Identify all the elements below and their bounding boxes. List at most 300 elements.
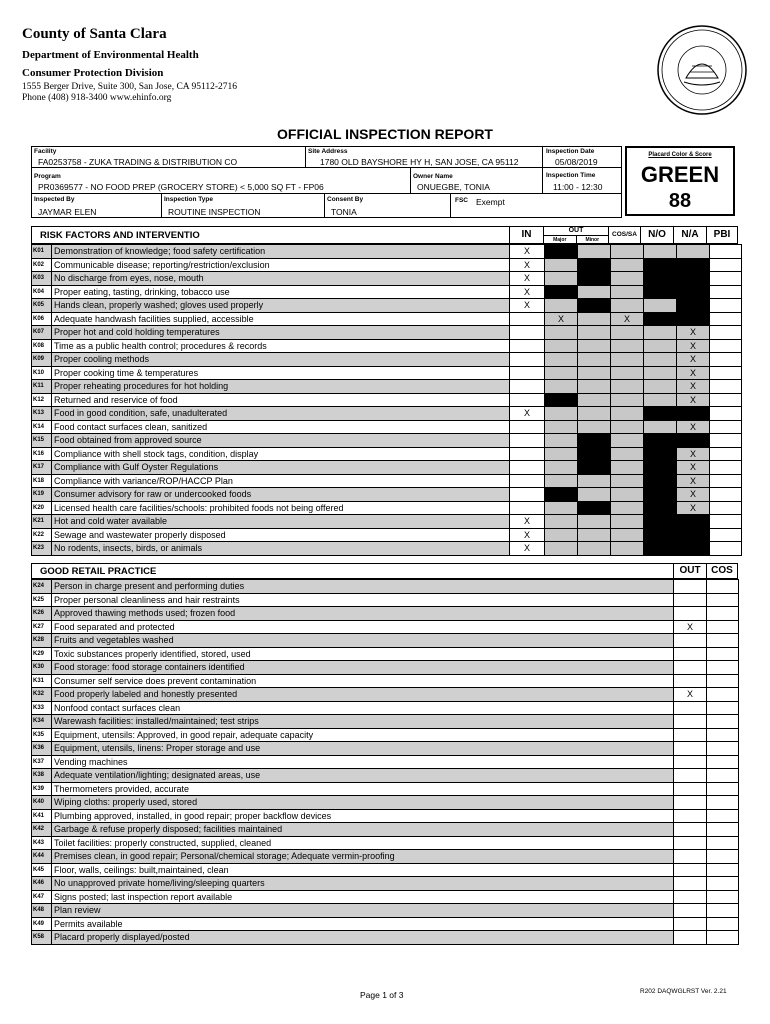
mark-cos: [611, 326, 644, 340]
inspector-label: Inspected By: [34, 196, 75, 203]
col-in: IN: [509, 226, 544, 244]
mark-major: [545, 434, 578, 448]
table-row: [32, 528, 742, 542]
item-description: Food separated and protected: [52, 620, 674, 634]
mark-out: [674, 742, 707, 756]
mark-no: [644, 501, 677, 515]
mark-na: [677, 407, 710, 421]
mark-major: [545, 461, 578, 475]
mark-minor: [578, 353, 611, 367]
table-row: [32, 701, 739, 715]
fsc-box: [450, 193, 622, 218]
mark-cos: [611, 366, 644, 380]
table-row: [32, 501, 742, 515]
item-description: Compliance with variance/ROP/HACCP Plan: [52, 474, 510, 488]
mark-cos: [707, 634, 739, 648]
item-code: K34: [32, 715, 52, 729]
mark-cos: [611, 245, 644, 259]
mark-na: [677, 528, 710, 542]
mark-cos: [707, 782, 739, 796]
mark-cos: [707, 674, 739, 688]
item-code: K05: [32, 299, 52, 313]
mark-cos: [611, 447, 644, 461]
agency-header: [22, 26, 237, 103]
mark-major: [545, 407, 578, 421]
mark-out: [674, 863, 707, 877]
mark-major: [545, 326, 578, 340]
page-number: Page 1 of 3: [360, 990, 404, 1000]
mark-out: [674, 593, 707, 607]
mark-no: [644, 461, 677, 475]
mark-na: X: [677, 461, 710, 475]
agency-phone: Phone (408) 918-3400 www.ehinfo.org: [22, 93, 172, 103]
item-code: K30: [32, 661, 52, 675]
table-row: [32, 674, 739, 688]
mark-cos: [707, 688, 739, 702]
mark-out: [674, 701, 707, 715]
item-code: K15: [32, 434, 52, 448]
col-pbi: PBI: [706, 226, 738, 244]
mark-pbi: [710, 285, 742, 299]
mark-out: [674, 782, 707, 796]
mark-minor: [578, 326, 611, 340]
item-description: No rodents, insects, birds, or animals: [52, 542, 510, 556]
table-row: [32, 272, 742, 286]
mark-no: [644, 434, 677, 448]
table-row: [32, 809, 739, 823]
facility-box: [31, 146, 306, 168]
table-row: [32, 407, 742, 421]
mark-cos: [707, 661, 739, 675]
table-row: [32, 580, 739, 594]
mark-na: X: [677, 393, 710, 407]
mark-no: [644, 528, 677, 542]
mark-no: [644, 258, 677, 272]
table-row: [32, 796, 739, 810]
mark-cos: [611, 353, 644, 367]
mark-cos: [707, 620, 739, 634]
item-code: K25: [32, 593, 52, 607]
item-code: K01: [32, 245, 52, 259]
time-label: Inspection Time: [546, 172, 596, 179]
item-description: Food storage: food storage containers identified: [52, 661, 674, 675]
mark-major: [545, 380, 578, 394]
mark-pbi: [710, 528, 742, 542]
table-row: [32, 380, 742, 394]
item-code: K23: [32, 542, 52, 556]
mark-no: [644, 353, 677, 367]
mark-cos: [707, 850, 739, 864]
table-row: [32, 823, 739, 837]
mark-na: X: [677, 339, 710, 353]
mark-major: [545, 245, 578, 259]
item-description: Premises clean, in good repair; Personal/chemical storage; Adequate vermin-proofing: [52, 850, 674, 864]
mark-out: [674, 836, 707, 850]
mark-cos: [611, 434, 644, 448]
mark-out: [674, 647, 707, 661]
item-description: Adequate handwash facilities supplied, accessible: [52, 312, 510, 326]
item-description: Time as a public health control; procedures & records: [52, 339, 510, 353]
mark-pbi: [710, 434, 742, 448]
item-code: K35: [32, 728, 52, 742]
mark-na: [677, 299, 710, 313]
item-description: Warewash facilities: installed/maintained; test strips: [52, 715, 674, 729]
item-code: K40: [32, 796, 52, 810]
table-row: [32, 393, 742, 407]
item-code: K10: [32, 366, 52, 380]
mark-major: [545, 272, 578, 286]
item-code: K14: [32, 420, 52, 434]
item-description: Wiping cloths: properly used, stored: [52, 796, 674, 810]
col-retail-out: OUT: [673, 563, 707, 579]
item-description: Proper hot and cold holding temperatures: [52, 326, 510, 340]
table-row: [32, 836, 739, 850]
col-major: Major: [544, 236, 577, 244]
mark-na: X: [677, 326, 710, 340]
mark-na: [677, 258, 710, 272]
item-code: K21: [32, 515, 52, 529]
table-row: [32, 312, 742, 326]
report-title: OFFICIAL INSPECTION REPORT: [277, 126, 493, 142]
risk-factors-heading: RISK FACTORS AND INTERVENTIO: [31, 226, 510, 244]
table-row: [32, 258, 742, 272]
mark-cos: [707, 728, 739, 742]
mark-cos: [707, 593, 739, 607]
mark-cos: [707, 890, 739, 904]
item-code: K33: [32, 701, 52, 715]
mark-cos: [707, 755, 739, 769]
item-description: Proper reheating procedures for hot holding: [52, 380, 510, 394]
table-row: [32, 715, 739, 729]
mark-cos: [707, 877, 739, 891]
mark-in: [510, 488, 545, 502]
mark-pbi: [710, 407, 742, 421]
inspection-type-value: ROUTINE INSPECTION: [168, 207, 261, 217]
item-description: Placard properly displayed/posted: [52, 931, 674, 945]
table-row: [32, 299, 742, 313]
item-code: K09: [32, 353, 52, 367]
mark-out: X: [674, 620, 707, 634]
item-description: Hot and cold water available: [52, 515, 510, 529]
table-row: [32, 850, 739, 864]
mark-cos: [611, 488, 644, 502]
consent-value: TONIA: [331, 207, 357, 217]
inspector-box: [31, 193, 162, 218]
item-description: Equipment, utensils, linens: Proper storage and use: [52, 742, 674, 756]
good-retail-heading: GOOD RETAIL PRACTICE: [31, 563, 674, 579]
mark-na: [677, 434, 710, 448]
item-code: K04: [32, 285, 52, 299]
mark-pbi: [710, 393, 742, 407]
mark-out: [674, 661, 707, 675]
mark-minor: [578, 434, 611, 448]
mark-minor: [578, 474, 611, 488]
mark-out: X: [674, 688, 707, 702]
mark-no: [644, 447, 677, 461]
mark-pbi: [710, 312, 742, 326]
mark-no: [644, 312, 677, 326]
item-description: No discharge from eyes, nose, mouth: [52, 272, 510, 286]
facility-value: FA0253758 - ZUKA TRADING & DISTRIBUTION CO: [38, 157, 238, 167]
item-description: Food contact surfaces clean, sanitized: [52, 420, 510, 434]
table-row: [32, 620, 739, 634]
mark-cos: [707, 863, 739, 877]
mark-pbi: [710, 245, 742, 259]
risk-factors-table: [31, 244, 742, 556]
mark-na: [677, 272, 710, 286]
item-description: Toilet facilities: properly constructed, supplied, cleaned: [52, 836, 674, 850]
item-description: Fruits and vegetables washed: [52, 634, 674, 648]
item-description: Demonstration of knowledge; food safety certification: [52, 245, 510, 259]
mark-major: [545, 515, 578, 529]
item-code: K31: [32, 674, 52, 688]
item-code: K22: [32, 528, 52, 542]
mark-minor: [578, 272, 611, 286]
table-row: [32, 420, 742, 434]
table-row: [32, 461, 742, 475]
mark-cos: [611, 393, 644, 407]
mark-major: [545, 488, 578, 502]
mark-out: [674, 904, 707, 918]
mark-minor: [578, 528, 611, 542]
mark-major: X: [545, 312, 578, 326]
mark-out: [674, 755, 707, 769]
owner-label: Owner Name: [413, 173, 453, 180]
mark-out: [674, 809, 707, 823]
table-row: [32, 782, 739, 796]
mark-no: [644, 366, 677, 380]
mark-pbi: [710, 326, 742, 340]
mark-no: [644, 272, 677, 286]
mark-cos: [707, 742, 739, 756]
item-description: Food properly labeled and honestly presented: [52, 688, 674, 702]
table-row: [32, 488, 742, 502]
mark-in: [510, 461, 545, 475]
item-code: K12: [32, 393, 52, 407]
item-code: K44: [32, 850, 52, 864]
mark-out: [674, 931, 707, 945]
mark-major: [545, 447, 578, 461]
table-row: [32, 607, 739, 621]
mark-out: [674, 674, 707, 688]
mark-in: X: [510, 272, 545, 286]
mark-na: X: [677, 488, 710, 502]
item-code: K19: [32, 488, 52, 502]
mark-minor: [578, 285, 611, 299]
mark-no: [644, 420, 677, 434]
mark-no: [644, 285, 677, 299]
mark-no: [644, 488, 677, 502]
item-code: K37: [32, 755, 52, 769]
good-retail-table: [31, 579, 739, 945]
time-value: 11:00 - 12:30: [553, 182, 603, 192]
mark-cos: [707, 607, 739, 621]
item-code: K03: [32, 272, 52, 286]
placard-color: GREEN: [640, 162, 720, 187]
table-row: [32, 890, 739, 904]
item-code: K46: [32, 877, 52, 891]
mark-cos: [611, 461, 644, 475]
item-code: K42: [32, 823, 52, 837]
item-code: K16: [32, 447, 52, 461]
mark-in: X: [510, 245, 545, 259]
col-out-label: OUT: [544, 227, 608, 236]
consent-box: [324, 193, 451, 218]
item-code: K13: [32, 407, 52, 421]
mark-pbi: [710, 366, 742, 380]
item-code: K17: [32, 461, 52, 475]
mark-pbi: [710, 420, 742, 434]
table-row: [32, 904, 739, 918]
mark-na: X: [677, 380, 710, 394]
mark-cos: [611, 420, 644, 434]
mark-minor: [578, 312, 611, 326]
mark-in: X: [510, 258, 545, 272]
mark-cos: [611, 299, 644, 313]
mark-major: [545, 353, 578, 367]
table-row: [32, 647, 739, 661]
mark-out: [674, 890, 707, 904]
table-row: [32, 285, 742, 299]
item-code: K29: [32, 647, 52, 661]
mark-in: [510, 366, 545, 380]
mark-na: X: [677, 474, 710, 488]
mark-major: [545, 542, 578, 556]
fsc-value: Exempt: [476, 197, 505, 207]
item-code: K48: [32, 904, 52, 918]
mark-cos: [707, 836, 739, 850]
mark-na: X: [677, 420, 710, 434]
mark-in: [510, 447, 545, 461]
table-row: [32, 917, 739, 931]
mark-minor: [578, 515, 611, 529]
item-code: K24: [32, 580, 52, 594]
item-description: Equipment, utensils: Approved, in good repair, adequate capacity: [52, 728, 674, 742]
mark-cos: [707, 809, 739, 823]
mark-minor: [578, 420, 611, 434]
date-value: 05/08/2019: [555, 157, 598, 167]
mark-major: [545, 393, 578, 407]
mark-no: [644, 339, 677, 353]
time-box: [542, 167, 622, 194]
mark-cos: [611, 285, 644, 299]
mark-minor: [578, 461, 611, 475]
item-code: K41: [32, 809, 52, 823]
col-out: [543, 226, 609, 244]
mark-cos: [707, 931, 739, 945]
county-seal-icon: [656, 24, 748, 116]
mark-in: [510, 353, 545, 367]
table-row: [32, 474, 742, 488]
item-code: K11: [32, 380, 52, 394]
table-row: [32, 688, 739, 702]
item-description: Floor, walls, ceilings: built,maintained, clean: [52, 863, 674, 877]
item-description: Consumer advisory for raw or undercooked foods: [52, 488, 510, 502]
mark-minor: [578, 407, 611, 421]
mark-no: [644, 326, 677, 340]
mark-no: [644, 299, 677, 313]
mark-na: X: [677, 501, 710, 515]
mark-minor: [578, 339, 611, 353]
mark-major: [545, 339, 578, 353]
mark-in: [510, 434, 545, 448]
item-code: K39: [32, 782, 52, 796]
mark-cos: [707, 647, 739, 661]
division-name: Consumer Protection Division: [22, 67, 164, 79]
mark-pbi: [710, 299, 742, 313]
date-label: Inspection Date: [546, 148, 595, 155]
mark-in: [510, 326, 545, 340]
form-version: R202 DAQWGLRST Ver. 2.21: [640, 988, 727, 995]
mark-pbi: [710, 515, 742, 529]
mark-pbi: [710, 488, 742, 502]
mark-out: [674, 796, 707, 810]
mark-no: [644, 393, 677, 407]
item-description: Approved thawing methods used; frozen food: [52, 607, 674, 621]
item-description: Toxic substances properly identified, stored, used: [52, 647, 674, 661]
item-code: K20: [32, 501, 52, 515]
item-description: Food obtained from approved source: [52, 434, 510, 448]
mark-in: [510, 339, 545, 353]
mark-out: [674, 917, 707, 931]
mark-minor: [578, 366, 611, 380]
item-description: Signs posted; last inspection report available: [52, 890, 674, 904]
mark-cos: [611, 407, 644, 421]
mark-major: [545, 285, 578, 299]
mark-pbi: [710, 501, 742, 515]
mark-in: X: [510, 299, 545, 313]
item-description: Food in good condition, safe, unadulterated: [52, 407, 510, 421]
mark-major: [545, 366, 578, 380]
item-code: K26: [32, 607, 52, 621]
col-no: N/O: [640, 226, 674, 244]
table-row: [32, 245, 742, 259]
mark-pbi: [710, 461, 742, 475]
table-row: [32, 326, 742, 340]
table-row: [32, 728, 739, 742]
item-description: Nonfood contact surfaces clean: [52, 701, 674, 715]
item-description: Consumer self service does prevent contamination: [52, 674, 674, 688]
item-code: K07: [32, 326, 52, 340]
item-description: Vending machines: [52, 755, 674, 769]
mark-in: X: [510, 407, 545, 421]
mark-minor: [578, 488, 611, 502]
mark-cos: [707, 917, 739, 931]
mark-cos: [611, 542, 644, 556]
mark-in: [510, 380, 545, 394]
inspector-value: JAYMAR ELEN: [38, 207, 97, 217]
item-description: Sewage and wastewater properly disposed: [52, 528, 510, 542]
mark-na: [677, 245, 710, 259]
mark-cos: [707, 580, 739, 594]
mark-na: X: [677, 447, 710, 461]
item-code: K43: [32, 836, 52, 850]
mark-cos: [707, 796, 739, 810]
mark-major: [545, 299, 578, 313]
table-row: [32, 863, 739, 877]
table-row: [32, 769, 739, 783]
consent-label: Consent By: [327, 196, 364, 203]
mark-na: [677, 515, 710, 529]
table-row: [32, 366, 742, 380]
mark-in: X: [510, 528, 545, 542]
mark-cos: [611, 474, 644, 488]
mark-in: [510, 312, 545, 326]
mark-pbi: [710, 380, 742, 394]
fsc-label: FSC: [455, 197, 468, 204]
table-row: [32, 542, 742, 556]
mark-out: [674, 715, 707, 729]
